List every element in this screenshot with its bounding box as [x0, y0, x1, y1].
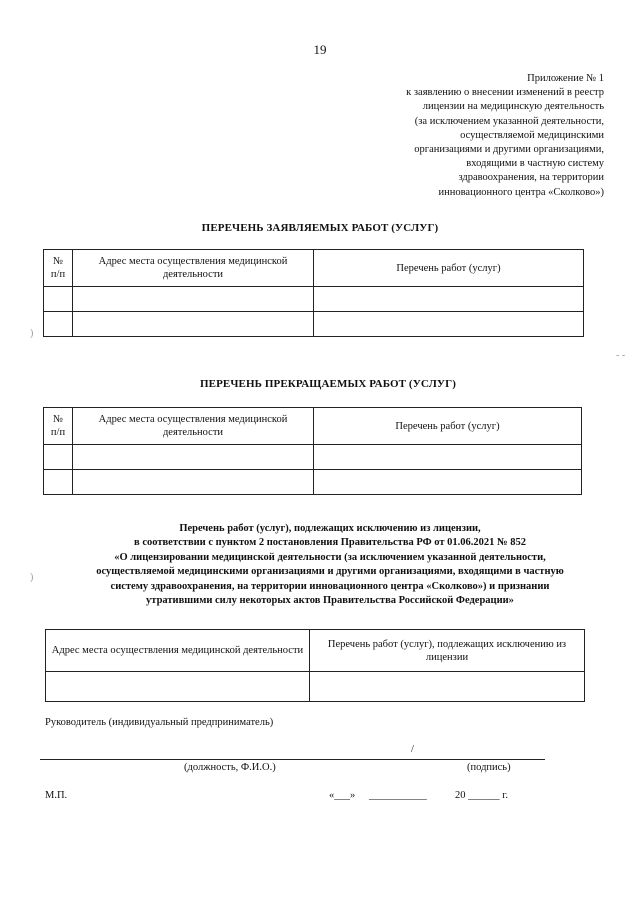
appendix-line: организациями и другими организациями,: [414, 144, 604, 156]
exclusion-heading-line: в соответствии с пунктом 2 постановления Правительства РФ от 01.06.2021 № 852: [134, 537, 526, 549]
table-row: [44, 287, 584, 312]
table-cell[interactable]: [314, 445, 582, 470]
table-cell[interactable]: [46, 672, 310, 702]
header-cell-address: Адрес места осуществления медицинской деятельности: [73, 408, 314, 445]
table-row: [44, 312, 584, 337]
position-caption: (должность, Ф.И.О.): [184, 762, 276, 773]
appendix-line: здравоохранения, на территории: [458, 172, 604, 184]
table-header-row: [44, 408, 582, 445]
header-cell-works: Перечень работ (услуг): [314, 250, 584, 287]
exclusion-heading-line: «О лицензировании медицинской деятельности (за исключением указанной деятельности,: [114, 551, 546, 563]
declared-works-heading: ПЕРЕЧЕНЬ ЗАЯВЛЯЕМЫХ РАБОТ (УСЛУГ): [201, 222, 439, 234]
exclusion-heading: [40, 522, 620, 608]
header-cell-excluded-works: Перечень работ (услуг), подлежащих исключению из лицензии: [310, 630, 585, 672]
header-cell-number: № п/п: [44, 408, 73, 445]
header-cell-works: Перечень работ (услуг): [314, 408, 582, 445]
table-cell[interactable]: [44, 445, 73, 470]
appendix-line: к заявлению о внесении изменений в реестр: [406, 87, 604, 99]
exclusion-heading-line: осуществляемой медицинскими организациями и другими организациями, входящими в частную: [96, 566, 564, 578]
exclusion-heading-line: утратившими силу некоторых актов Правительства Российской Федерации»: [146, 595, 514, 607]
appendix-note: [354, 72, 604, 200]
date-day-field[interactable]: «___»: [329, 790, 356, 801]
declared-works-table: [43, 249, 584, 337]
appendix-line: (за исключением указанной деятельности,: [414, 115, 604, 127]
table-cell[interactable]: [44, 470, 73, 495]
header-cell-address: Адрес места осуществления медицинской деятельности: [46, 630, 310, 672]
table-cell[interactable]: [44, 312, 73, 337]
table-row: [46, 672, 585, 702]
head-label: Руководитель (индивидуальный предприниматель): [45, 717, 274, 728]
table-row: [44, 470, 582, 495]
table-cell[interactable]: [314, 470, 582, 495]
appendix-line: инновационного центра «Сколково»): [438, 186, 604, 198]
table-cell[interactable]: [314, 312, 584, 337]
exclusion-heading-line: систему здравоохранения, на территории инновационного центра «Сколково») и признании: [110, 580, 550, 592]
signature-caption: (подпись): [467, 762, 511, 773]
table-row: [44, 445, 582, 470]
table-cell[interactable]: [73, 312, 314, 337]
appendix-line: лицензии на медицинскую деятельность: [422, 101, 604, 113]
header-cell-address: Адрес места осуществления медицинской деятельности: [73, 250, 314, 287]
appendix-line: входящими в частную систему: [466, 158, 604, 170]
table-cell[interactable]: [44, 287, 73, 312]
signature-line[interactable]: [40, 759, 545, 760]
margin-mark: ): [30, 328, 34, 339]
date-year-field[interactable]: 20 ______ г.: [455, 790, 508, 801]
header-cell-number: № п/п: [44, 250, 73, 287]
table-header-row: [44, 250, 584, 287]
stamp-label: М.П.: [45, 790, 68, 801]
date-month-field[interactable]: ___________: [369, 790, 427, 801]
table-header-row: [46, 630, 585, 672]
exclusion-heading-line: Перечень работ (услуг), подлежащих исключению из лицензии,: [179, 523, 481, 534]
excluded-works-table: [45, 629, 585, 702]
table-cell[interactable]: [73, 470, 314, 495]
terminated-works-heading: ПЕРЕЧЕНЬ ПРЕКРАЩАЕМЫХ РАБОТ (УСЛУГ): [200, 378, 456, 390]
margin-mark: ): [30, 572, 34, 583]
margin-mark: - -: [616, 350, 626, 361]
table-cell[interactable]: [310, 672, 585, 702]
terminated-works-table: [43, 407, 582, 495]
table-cell[interactable]: [73, 445, 314, 470]
appendix-line: осуществляемой медицинскими: [460, 129, 604, 141]
table-cell[interactable]: [314, 287, 584, 312]
table-cell[interactable]: [73, 287, 314, 312]
page-number: 19: [313, 42, 327, 57]
appendix-line: Приложение № 1: [527, 73, 604, 84]
signature-slash: /: [411, 744, 414, 755]
